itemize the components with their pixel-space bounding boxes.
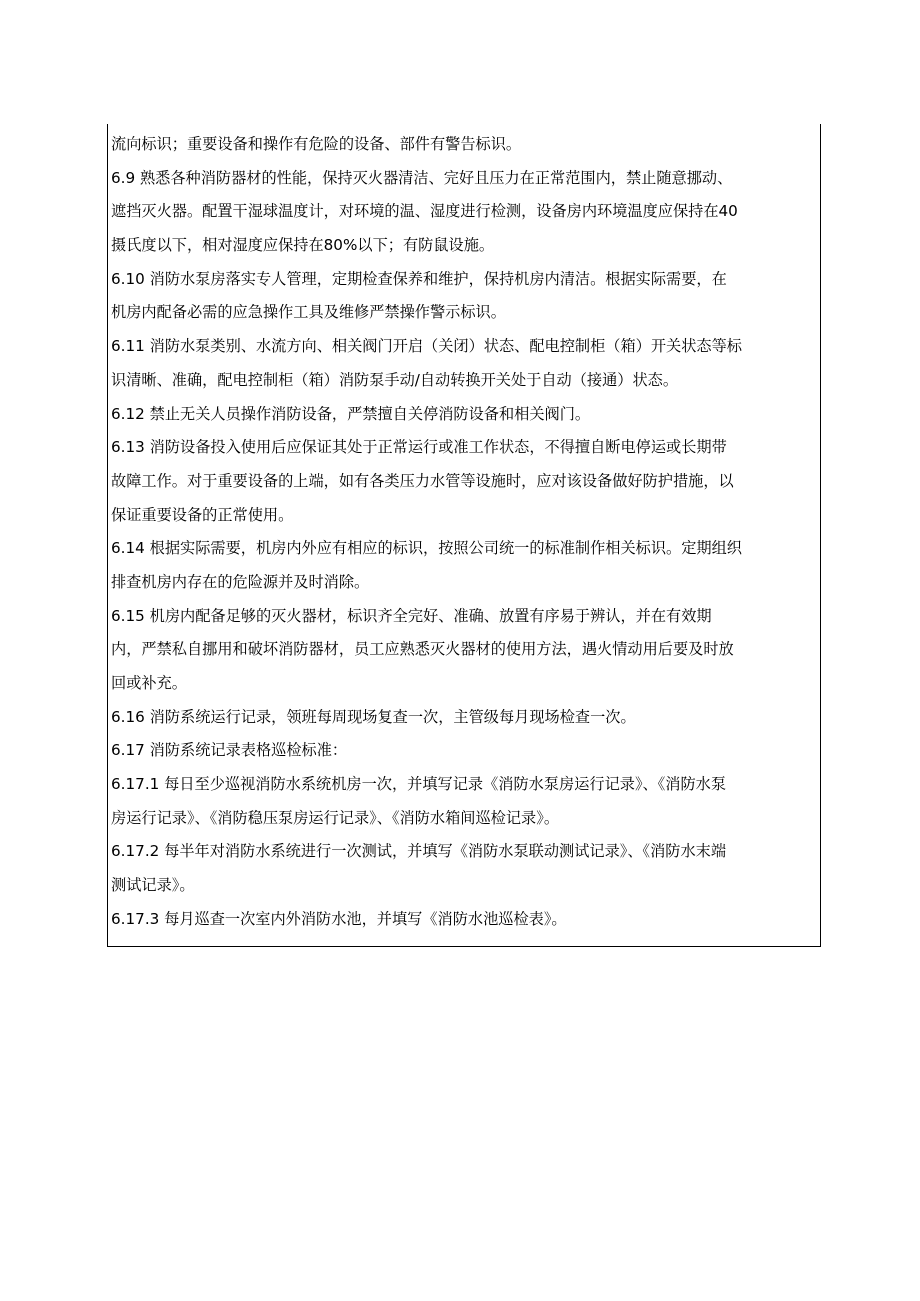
text-line: 测试记录》。 — [111, 876, 195, 895]
text-line: 6.14 根据实际需要，机房内外应有相应的标识，按照公司统一的标准制作相关标识。定期组织 — [111, 539, 742, 558]
text-line: 6.17.1 每日至少巡视消防水系统机房一次，并填写记录《消防水泵房运行记录》、《消防水泵 — [111, 775, 727, 794]
text-line: 6.11 消防水泵类别、水流方向、相关阀门开启（关闭）状态、配电控制柜（箱）开关状态等标 — [111, 337, 742, 356]
text-line: 回或补充。 — [111, 674, 187, 692]
document-text — [111, 128, 817, 937]
text-line: 6.9 熟悉各种消防器材的性能，保持灭火器清洁、完好且压力在正常范围内，禁止随意挪动、 — [111, 168, 733, 187]
text-line: 摄氏度以下，相对湿度应保持在80%以下；有防鼠设施。 — [111, 236, 495, 255]
text-line: 遮挡灭火器。配置干湿球温度计，对环境的温、湿度进行检测，设备房内环境温度应保持在40 — [111, 202, 738, 221]
text-line: 6.17 消防系统记录表格巡检标准： — [111, 741, 348, 760]
text-line: 机房内配备必需的应急操作工具及维修严禁操作警示标识。 — [111, 303, 506, 322]
text-line: 6.17.3 每月巡查一次室内外消防水池，并填写《消防水池巡检表》。 — [111, 909, 567, 928]
text-line: 6.13 消防设备投入使用后应保证其处于正常运行或准工作状态，不得擅自断电停运或长期带 — [111, 438, 727, 457]
text-line: 排查机房内存在的危险源并及时消除。 — [111, 572, 370, 591]
text-line: 流向标识；重要设备和操作有危险的设备、部件有警告标识。 — [111, 135, 522, 153]
text-line: 6.10 消防水泵房落实专人管理，定期检查保养和维护，保持机房内清洁。根据实际需要，在 — [111, 269, 727, 288]
text-line: 内，严禁私自挪用和破坏消防器材，员工应熟悉灭火器材的使用方法，遇火情动用后要及时放 — [111, 640, 734, 659]
text-line: 6.12 禁止无关人员操作消防设备，严禁擅自关停消防设备和相关阀门。 — [111, 404, 591, 423]
text-line: 识清晰、准确，配电控制柜（箱）消防泵手动/自动转换开关处于自动（接通）状态。 — [111, 370, 679, 389]
text-line: 6.16 消防系统运行记录，领班每周现场复查一次，主管级每月现场检查一次。 — [111, 707, 636, 726]
text-line: 保证重要设备的正常使用。 — [111, 505, 294, 524]
text-line: 6.17.2 每半年对消防水系统进行一次测试，并填写《消防水泵联动测试记录》、《消防水末端 — [111, 842, 727, 861]
text-line: 房运行记录》、《消防稳压泵房运行记录》、《消防水箱间巡检记录》。 — [111, 808, 560, 827]
text-line: 6.15 机房内配备足够的灭火器材，标识齐全完好、准确、放置有序易于辨认，并在有效期 — [111, 606, 712, 625]
document-table-cell — [107, 124, 821, 947]
text-line: 故障工作。对于重要设备的上端，如有各类压力水管等设施时，应对该设备做好防护措施，以 — [111, 471, 734, 490]
